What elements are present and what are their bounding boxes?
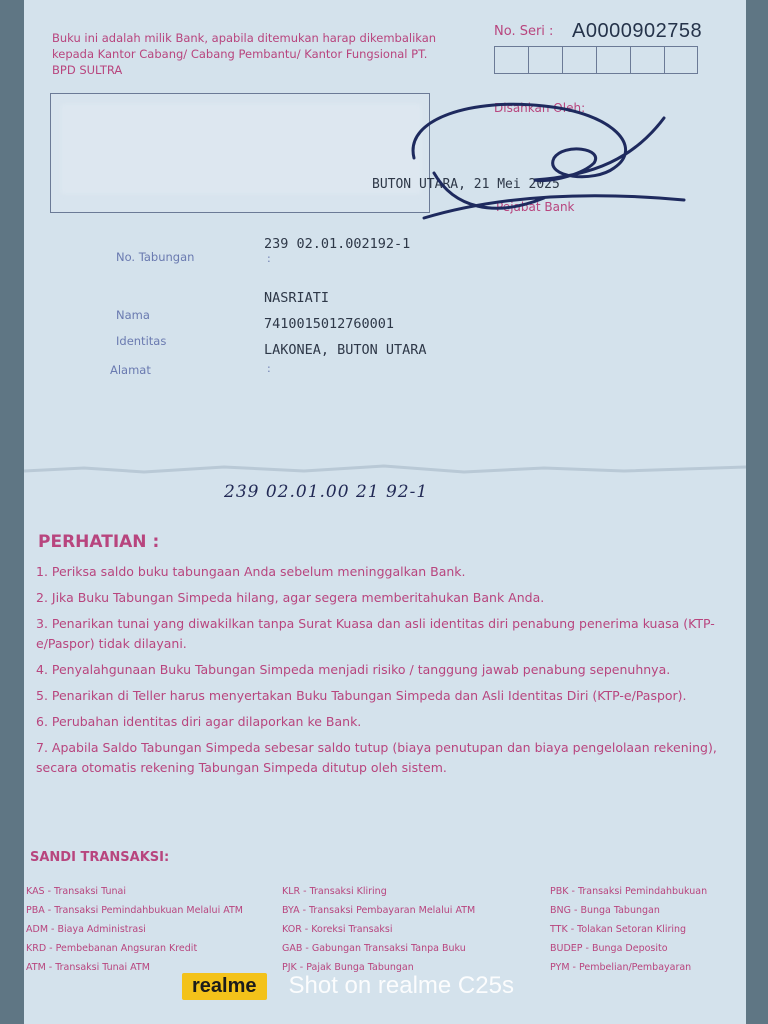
stamp-area <box>50 93 430 213</box>
handwritten-account-number: 239 02.01.00 21 92-1 <box>224 482 429 502</box>
serial-number: A0000902758 <box>572 20 703 42</box>
approved-by-label: Disahkan Oleh: <box>494 101 586 115</box>
colon-separator: : <box>267 252 271 265</box>
attention-list <box>36 562 736 784</box>
attention-item: 2. Jika Buku Tabungan Simpeda hilang, agar segera memberitahukan Bank Anda. <box>36 590 545 605</box>
transaction-code: KRD - Pembebanan Angsuran Kredit <box>26 943 198 954</box>
transaction-code: GAB - Gabungan Transaksi Tanpa Buku <box>282 943 466 954</box>
account-label: No. Tabungan <box>116 250 195 264</box>
transaction-codes-col-3 <box>550 882 707 977</box>
brand-logo: realme <box>182 973 267 1000</box>
transaction-code: ADM - Biaya Administrasi <box>26 924 146 935</box>
watermark-text: Shot on realme C25s <box>288 972 514 999</box>
colon-separator: : <box>267 362 271 375</box>
transaction-code: ATM - Transaksi Tunai ATM <box>26 962 150 973</box>
attention-item: 6. Perubahan identitas diri agar dilaporkan ke Bank. <box>36 714 362 729</box>
attention-item: 7. Apabila Saldo Tabungan Simpeda sebesar saldo tutup (biaya penutupan dan biaya pengelolaan rekening), secara otomatis rekening Tabungan Simpeda ditutup oleh sistem. <box>36 740 717 775</box>
address-label: Alamat <box>110 363 151 377</box>
passbook-page <box>24 0 746 1024</box>
bank-officer-label: Pejabat Bank <box>496 200 575 214</box>
place-date: BUTON UTARA, 21 Mei 2025 <box>372 177 560 192</box>
ownership-notice: Buku ini adalah milik Bank, apabila ditemukan harap dikembalikan kepada Kantor Cabang/ Cabang Pembantu/ Kantor Fungsional PT. BPD SULTRA <box>52 31 437 77</box>
transaction-code: KLR - Transaksi Kliring <box>282 886 387 897</box>
transaction-code: BNG - Bunga Tabungan <box>550 905 660 916</box>
transaction-code: PJK - Pajak Bunga Tabungan <box>282 962 414 973</box>
page-fold <box>24 462 746 480</box>
transaction-codes-col-1 <box>26 882 243 977</box>
transaction-code: PBA - Transaksi Pemindahbukuan Melalui ATM <box>26 905 243 916</box>
identity-label: Identitas <box>116 334 167 348</box>
attention-item: 3. Penarikan tunai yang diwakilkan tanpa Surat Kuasa dan asli identitas diri penabung penerima kuasa (KTP-e/Paspor) tidak dilayani. <box>36 616 715 651</box>
holder-name: NASRIATI <box>264 290 330 306</box>
holder-id: 7410015012760001 <box>264 316 395 332</box>
transaction-code: TTK - Tolakan Setoran Kliring <box>550 924 687 935</box>
name-label: Nama <box>116 308 150 322</box>
transaction-code: KOR - Koreksi Transaksi <box>282 924 393 935</box>
transaction-codes-col-2 <box>282 882 475 977</box>
signature-icon <box>394 88 694 228</box>
transaction-code: PYM - Pembelian/Pembayaran <box>550 962 692 973</box>
serial-number-label: No. Seri : <box>494 24 554 39</box>
attention-item: 5. Penarikan di Teller harus menyertakan Buku Tabungan Simpeda dan Asli Identitas Diri (KTP-e/Paspor). <box>36 688 687 703</box>
serial-boxes <box>494 46 698 74</box>
attention-title: PERHATIAN : <box>38 532 160 552</box>
blurred-stamp <box>61 104 421 194</box>
camera-watermark <box>182 970 722 1002</box>
transaction-code: BYA - Transaksi Pembayaran Melalui ATM <box>282 905 476 916</box>
attention-item: 4. Penyalahgunaan Buku Tabungan Simpeda menjadi risiko / tanggung jawab penabung sepenuhnya. <box>36 662 671 677</box>
account-number: 239 02.01.002192-1 <box>264 236 411 252</box>
transaction-code: KAS - Transaksi Tunai <box>26 886 126 897</box>
transaction-code: PBK - Transaksi Pemindahbukuan <box>550 886 708 897</box>
attention-item: 1. Periksa saldo buku tabungaan Anda sebelum meninggalkan Bank. <box>36 564 466 579</box>
transaction-code: BUDEP - Bunga Deposito <box>550 943 668 954</box>
transaction-codes-title: SANDI TRANSAKSI: <box>30 850 170 865</box>
holder-address: LAKONEA, BUTON UTARA <box>264 342 427 358</box>
